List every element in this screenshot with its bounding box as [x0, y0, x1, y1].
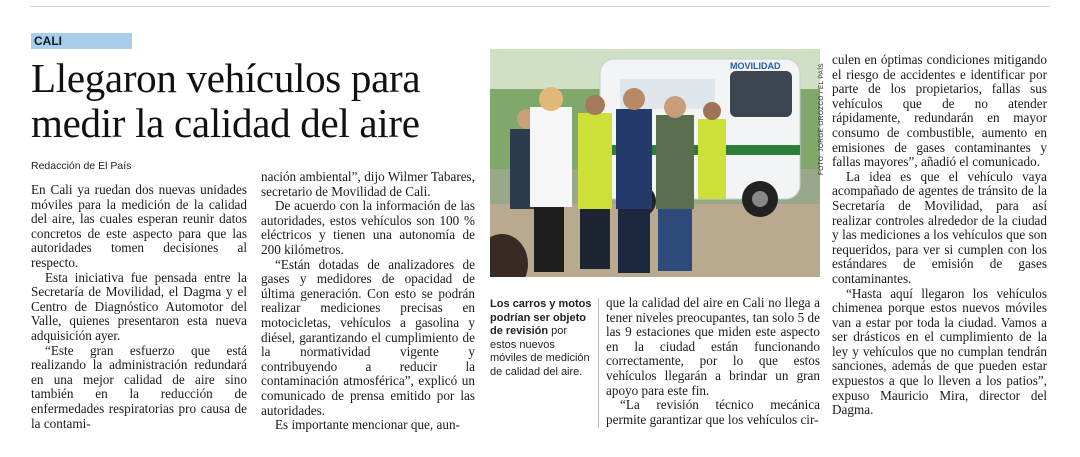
paragraph: nación ambiental”, dijo Wilmer Tabares, secretario de Movilidad de Cali.: [261, 169, 475, 199]
article-column-3: [606, 296, 820, 427]
paragraph: En Cali ya ruedan dos nuevas unidades móviles para la medición de la calidad del aire, las cuales esperan reunir datos concretos de este aspecto para que las autoridades tomen decisiones al respecto.: [31, 182, 247, 270]
top-rule: [30, 6, 1050, 7]
photo-caption: [490, 298, 592, 379]
paragraph: “La revisión técnico mecánica permite garantizar que los vehículos cir-: [606, 397, 820, 427]
paragraph: Esta iniciativa fue pensada entre la Secretaría de Movilidad, el Dagma y el Centro de Diagnóstico Automotor del Valle, quienes presentaron esta nueva adquisición ayer.: [31, 269, 247, 343]
article-column-1: [31, 183, 247, 431]
paragraph: La idea es que el vehículo vaya acompañado de agentes de tránsito de la Secretaría de Movilidad, para así realizar controles alrededor de la ciudad y las mediciones a los vehículos que son requeridos, para ver si cumplen con los estándares de emisión de gases contaminantes.: [832, 168, 1047, 286]
paragraph: “Están dotadas de analizadores de gases y medidores de opacidad de última generación. Con esto se podrán realizar mediciones precisas en motocicletas, vehículos a gasolina y diésel, garantizando el cumplimiento de la normatividad vigente y contribuyendo a reducir la contaminación atmosférica”, explicó un comunicado de prensa emitido por las autoridades.: [261, 256, 475, 418]
paragraph: Es importante mencionar que, aun-: [275, 417, 460, 433]
article-photo: [490, 49, 820, 277]
paragraph: “Hasta aquí llegaron los vehículos chimenea porque estos nuevos móviles van a estar por toda la ciudad. Vamos a ser drásticos en el cumplimiento de la ley y vehículos que no cumplan tendrán sanciones, además de que pueden estar expuestos a que lo lleven a los patios”, expuso Mauricio Mira, director del Dagma.: [832, 285, 1047, 418]
byline: Redacción de El País: [31, 160, 132, 172]
caption-text: por estos nuevos móviles de medición de calidad del aire.: [490, 325, 590, 378]
article-column-2: [261, 170, 475, 433]
van-text: MOVILIDAD: [730, 61, 781, 71]
section-label: CALI: [31, 33, 132, 49]
article-headline: Llegaron vehículos para medir la calidad del aire: [31, 55, 421, 146]
paragraph: De acuerdo con la información de las autoridades, estos vehículos son 100 % eléctricos y tienen una autonomía de 200 kilómetros.: [261, 198, 475, 257]
caption-lead: Los carros y motos podrían ser objeto de revisión: [490, 298, 592, 337]
paragraph: culen en óptimas condiciones mitigando el riesgo de accidentes e identificar por parte de los propietarios, fallas sus vehículos que de no atender rápidamente, redundarán en mayor consumo de combustible, aumento en emisiones de gases contaminantes y fallas mayores”, añadió el comunicado.: [832, 52, 1047, 170]
caption-divider: [598, 298, 599, 428]
photo-credit: FOTO: JORGE OROZCO / EL PAÍS: [818, 63, 825, 175]
photo-illustration: [490, 49, 820, 277]
article-column-4: [832, 53, 1047, 418]
paragraph: que la calidad del aire en Cali no llega a tener niveles preocupantes, tan solo 5 de las 9 estaciones que miden este aspecto en la ciudad están funcionando correctamente, por lo que estos vehículos llegarán a brindar un gran apoyo para este fin.: [606, 295, 820, 398]
paragraph: “Este gran esfuerzo que está realizando la administración redundará en una mejor calidad de aire sino también en la reducción de enfermedades respiratorias pro causa de la contami-: [31, 342, 247, 431]
